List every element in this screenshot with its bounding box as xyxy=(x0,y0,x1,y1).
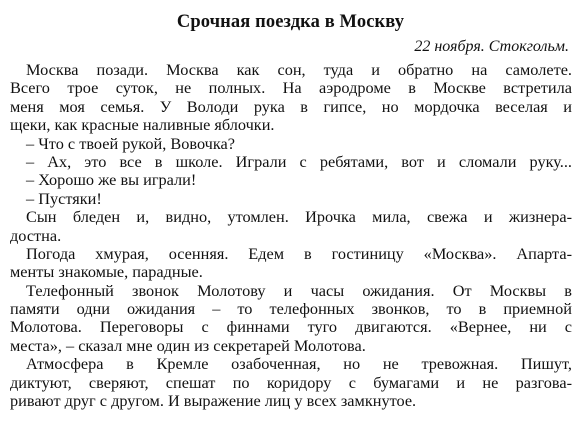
article-dateline: 22 ноября. Стокгольм. xyxy=(414,38,569,55)
text-line: Москва позади. Москва как сон, туда и обратно на самолете. xyxy=(26,61,572,79)
text-line: Всего трое суток, не полных. На аэродроме в Москве встретила xyxy=(10,79,572,98)
text-line: Атмосфера в Кремле озабоченная, но не тревожная. Пишут, xyxy=(26,355,572,374)
text-line: диктуют, сверяют, спешат по коридору с бумагами и не разгова- xyxy=(10,373,572,392)
article-body xyxy=(10,61,572,410)
text-line: ривают друг с другом. И выражение лиц у всех замкнутое. xyxy=(10,392,417,411)
text-line: места», – сказал мне один из секретарей Молотова. xyxy=(10,336,366,355)
text-line: – Пустяки! xyxy=(26,189,102,208)
text-line: Сын бледен и, видно, утомлен. Ирочка мила, свежа и жизнера- xyxy=(26,208,572,227)
text-line: щеки, как красные наливные яблочки. xyxy=(10,116,275,135)
text-line: достна. xyxy=(10,226,62,245)
text-line: памяти одни ожидания – то телефонных звонков, то в приемной xyxy=(10,300,572,319)
text-line: Молотова. Переговоры с финнами туго двигаются. «Вернее, ни с xyxy=(10,318,572,337)
text-line: – Что с твоей рукой, Вовочка? xyxy=(26,134,235,153)
text-line: Телефонный звонок Молотову и часы ожидания. От Москвы в xyxy=(26,281,572,300)
text-line: – Ах, это все в школе. Играли с ребятами, вот и сломали руку... xyxy=(26,152,572,171)
text-line: – Хорошо же вы играли! xyxy=(26,171,197,190)
text-line: менты знакомые, парадные. xyxy=(10,263,203,282)
text-line: меня моя семья. У Володи рука в гипсе, но мордочка веселая и xyxy=(10,97,572,116)
article-title: Срочная поездка в Москву xyxy=(176,12,405,32)
text-line: Погода хмурая, осенняя. Едем в гостиницу «Москва». Апарта- xyxy=(26,244,572,263)
